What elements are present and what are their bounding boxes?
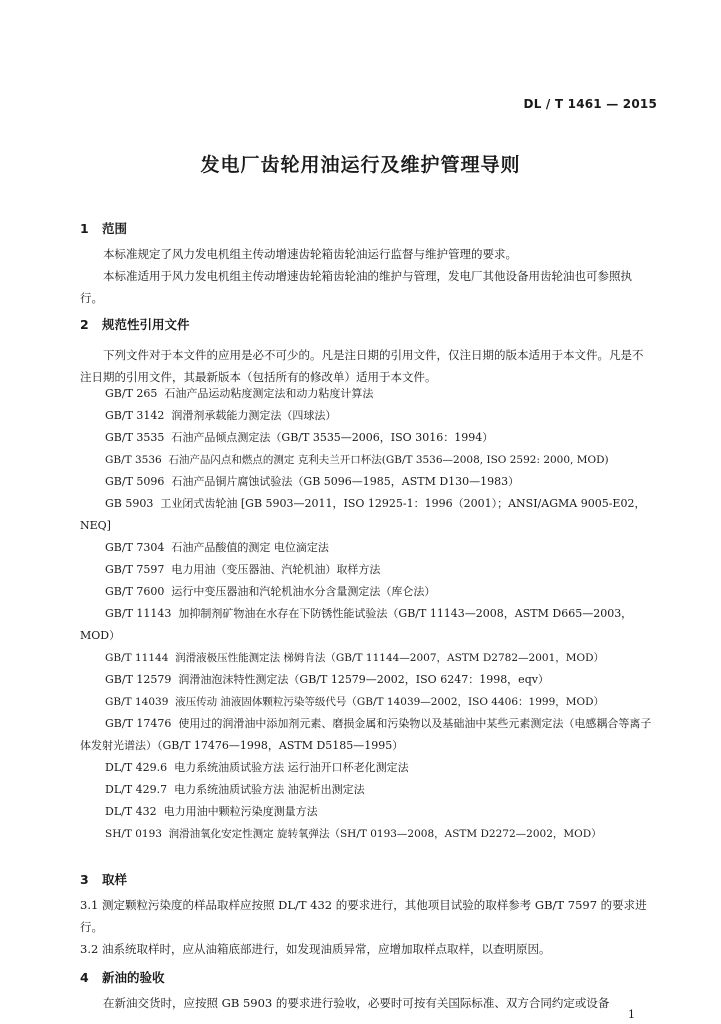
reference-title: 石油产品运动粘度测定法和动力粘度计算法 — [164, 387, 374, 400]
reference-title: 润滑液极压性能测定法 梯姆肯法（GB/T 11144—2007，ASTM D2782—2001，MOD） — [175, 652, 605, 664]
paragraph-new-oil-acceptance: 在新油交货时，应按照 GB 5903 的要求进行验收，必要时可按有关国际标准、双方合同约定或设备 — [103, 996, 610, 1010]
reference-code: GB/T 11143 — [105, 607, 172, 620]
reference-code: DL/T 429.6 — [105, 761, 168, 774]
reference-title: 石油产品闪点和燃点的测定 克利夫兰开口杯法(GB/T 3536—2008, ISO 2592: 2000, MOD) — [168, 454, 609, 466]
reference-item — [80, 647, 655, 669]
reference-code: GB/T 12579 — [105, 673, 172, 686]
reference-item — [80, 581, 655, 603]
reference-title: 石油产品倾点测定法（GB/T 3535—2006，ISO 3016：1994） — [171, 431, 494, 444]
paragraph-scope-1: 本标准规定了风力发电机组主传动增速齿轮箱齿轮油运行监督与维护管理的要求。 — [103, 247, 517, 261]
reference-item — [80, 427, 655, 449]
page-number: 1 — [628, 1008, 635, 1021]
reference-item — [80, 493, 655, 537]
reference-item — [80, 757, 655, 779]
reference-item — [80, 405, 655, 427]
reference-code: GB/T 3142 — [105, 409, 165, 422]
paragraph-sampling-3-2: 3.2 油系统取样时，应从油箱底部进行，如发现油质异常，应增加取样点取样，以查明原因。 — [80, 942, 551, 956]
section-2-heading — [80, 315, 190, 333]
section-number: 3 — [80, 872, 89, 887]
reference-title: 液压传动 油液固体颗粒污染等级代号（GB/T 14039—2002，ISO 4406：1999，MOD） — [175, 696, 605, 708]
reference-item — [80, 823, 655, 845]
reference-title: 电力用油（变压器油、汽轮机油）取样方法 — [171, 563, 381, 576]
reference-title: 石油产品铜片腐蚀试验法（GB 5096—1985，ASTM D130—1983） — [171, 475, 520, 488]
paragraph-scope-2: 本标准适用于风力发电机组主传动增速齿轮箱齿轮油的维护与管理，发电厂其他设备用齿轮油也可参照执行。 — [80, 269, 632, 305]
reference-code: GB/T 11144 — [105, 652, 169, 664]
reference-title: 电力用油中颗粒污染度测量方法 — [163, 805, 318, 818]
reference-item — [80, 537, 655, 559]
reference-code: GB/T 265 — [105, 387, 158, 400]
reference-item — [80, 713, 655, 757]
reference-title: 运行中变压器油和汽轮机油水分含量测定法（库仑法） — [171, 585, 436, 598]
section-title: 新油的验收 — [102, 970, 165, 985]
page-title: 发电厂齿轮用油运行及维护管理导则 — [200, 154, 521, 176]
reference-code: GB/T 3535 — [105, 431, 165, 444]
section-number: 2 — [80, 317, 89, 332]
section-title: 范围 — [102, 221, 128, 236]
reference-item — [80, 801, 655, 823]
section-number: 4 — [80, 970, 89, 985]
reference-item — [80, 669, 655, 691]
reference-title: 工业闭式齿轮油 [GB 5903—2011，ISO 12925-1：1996（2001）；ANSI/AGMA 9005-E02，NEQ] — [80, 497, 646, 532]
reference-title: 润滑油泡沫特性测定法（GB/T 12579—2002，ISO 6247：1998，eqv） — [178, 673, 549, 686]
reference-title: 电力系统油质试验方法 运行油开口杯老化测定法 — [174, 761, 409, 774]
reference-item — [80, 779, 655, 801]
reference-code: GB/T 7600 — [105, 585, 165, 598]
reference-title: 石油产品酸值的测定 电位滴定法 — [171, 541, 329, 554]
reference-item — [80, 471, 655, 493]
reference-code: GB/T 14039 — [105, 696, 169, 708]
paragraph-references-intro: 下列文件对于本文件的应用是必不可少的。凡是注日期的引用文件，仅注日期的版本适用于本文件。凡是不注日期的引用文件，其最新版本（包括所有的修改单）适用于本文件。 — [80, 348, 644, 384]
reference-code: DL/T 429.7 — [105, 783, 168, 796]
section-title: 取样 — [102, 872, 128, 887]
reference-code: GB/T 7304 — [105, 541, 165, 554]
section-4-heading — [80, 968, 165, 986]
reference-item — [80, 449, 655, 471]
reference-item — [80, 603, 655, 647]
reference-item — [80, 559, 655, 581]
reference-code: GB/T 3536 — [105, 454, 162, 466]
reference-item — [80, 691, 655, 713]
reference-title: 使用过的润滑油中添加剂元素、磨损金属和污染物以及基础油中某些元素测定法（电感耦合等离子体发射光谱法）（GB/T 17476—1998，ASTM D5185—1995） — [80, 717, 652, 752]
paragraph-sampling-3-1: 3.1 测定颗粒污染度的样品取样应按照 DL/T 432 的要求进行，其他项目试验的取样参考 GB/T 7597 的要求进行。 — [80, 898, 647, 934]
reference-code: GB/T 5096 — [105, 475, 165, 488]
reference-code: GB/T 17476 — [105, 717, 172, 730]
section-3-heading — [80, 870, 127, 888]
reference-code: SH/T 0193 — [105, 828, 162, 840]
reference-title: 电力系统油质试验方法 油泥析出测定法 — [174, 783, 365, 796]
reference-title: 润滑剂承载能力测定法（四球法） — [171, 409, 337, 422]
reference-title: 润滑油氧化安定性测定 旋转氧弹法（SH/T 0193—2008，ASTM D2272—2002，MOD） — [168, 828, 602, 840]
section-title: 规范性引用文件 — [102, 317, 190, 332]
reference-item — [80, 383, 655, 405]
reference-code: DL/T 432 — [105, 805, 157, 818]
reference-code: GB 5903 — [105, 497, 154, 510]
section-1-heading — [80, 219, 127, 237]
reference-title: 加抑制剂矿物油在水存在下防锈性能试验法（GB/T 11143—2008，ASTM D665—2003，MOD） — [80, 607, 633, 642]
section-number: 1 — [80, 221, 89, 236]
reference-code: GB/T 7597 — [105, 563, 165, 576]
document-code: DL / T 1461 — 2015 — [523, 97, 657, 111]
